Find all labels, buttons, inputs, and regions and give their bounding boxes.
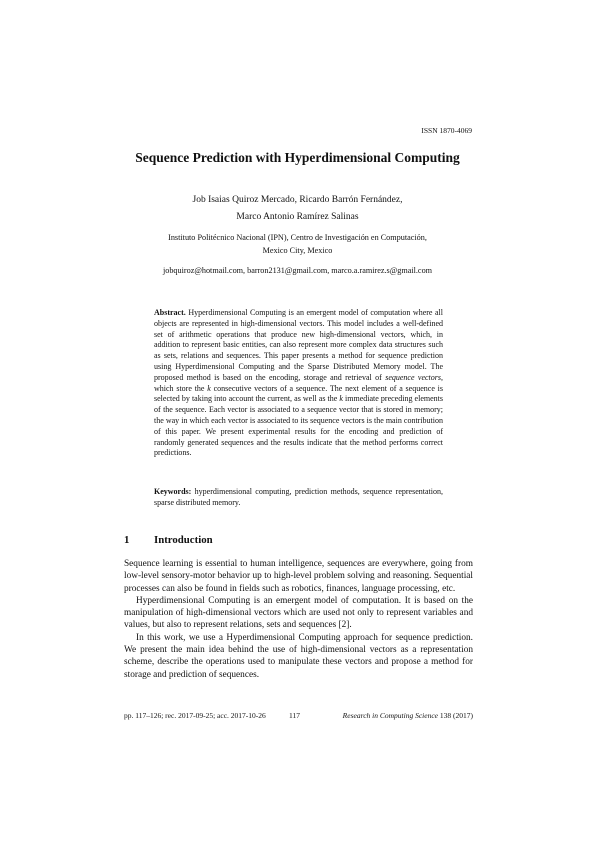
abstract-text-2: , which store the [154,372,444,393]
abstract [154,308,443,459]
keywords [154,487,443,509]
keywords-text: hyperdimensional computing, prediction methods, sequence representation, sparse distributed memory. [154,487,443,507]
section-title: Introduction [154,534,213,546]
abstract-text-3: consecutive vectors of a sequence. The next element of a sequence is selected by taking into account the current, as well as the [154,383,444,404]
journal-volume: 138 (2017) [438,711,473,720]
journal-name: Research in Computing Science [342,711,438,720]
affiliation-line-1: Instituto Politécnico Nacional (IPN), Centro de Investigación en Computación, [168,233,427,242]
keywords-label: Keywords: [154,487,192,496]
abstract-text-4: immediate preceding elements of the sequence. Each vector is associated to a sequence vector that is stored in memory; the way in which each vector is associated to its sequence vectors is the main contribution of this paper. We present experimental results for the encoding and prediction of randomly generated sequences and the results indicate that the method performs correct predictions. [154,394,443,458]
footer-pages: pp. 117–126; rec. 2017-09-25; acc. 2017-10-26 [124,711,266,720]
abstract-text-1: Hyperdimensional Computing is an emergent model of computation where all objects are represented in high-dimensional vectors. This model includes a well-defined set of arithmetic operations that produce new high-dimensional vectors, which, in addition to represent basic entities, can also represent more complex data structures such as sets, relations and sequences. This paper presents a method for sequence prediction using Hyperdimensional Computing and the Sparse Distributed Memory model. The proposed method is based on the encoding, storage and retrieval of [154,308,443,382]
footer-page-number: 117 [289,711,300,720]
paragraph: Sequence learning is essential to human intelligence, sequences are everywhere, going from low-level sensory-motor behavior up to high-level problem solving and reasoning. Sequential processes can also be found in fields such as robotics, finances, language processing, etc. [124,559,473,594]
abstract-label: Abstract. [154,308,186,317]
abstract-emphasis-1: sequence vectors [385,372,442,382]
section-heading [124,534,213,546]
section-number: 1 [124,534,130,546]
authors-line-2: Marco Antonio Ramírez Salinas [236,212,359,222]
paper-title: Sequence Prediction with Hyperdimensional Computing [135,150,460,165]
section-body [124,558,473,681]
authors [0,192,595,226]
abstract-emphasis-2: k [207,383,211,393]
affiliation-line-2: Mexico City, Mexico [262,245,333,255]
paragraph: In this work, we use a Hyperdimensional Computing approach for sequence prediction. We present the main idea behind the use of high-dimensional vectors as a representation scheme, describe the operations used to manipulate these vectors and propose a method for storage and prediction of sequences. [124,632,473,680]
authors-line-1: Job Isaias Quiroz Mercado, Ricardo Barrón Fernández, [192,195,403,205]
paragraph: Hyperdimensional Computing is an emergent model of computation. It is based on the manipulation of high-dimensional vectors which are used not only to represent variables and values, but also to represent relations, sets and sequences [2]. [124,595,473,631]
footer-journal [343,711,473,720]
issn-header: ISSN 1870-4069 [421,126,472,135]
abstract-emphasis-3: k [339,394,343,404]
author-emails: jobquiroz@hotmail.com, barron2131@gmail.com, marco.a.ramirez.s@gmail.com [162,266,433,275]
affiliation [0,232,595,257]
